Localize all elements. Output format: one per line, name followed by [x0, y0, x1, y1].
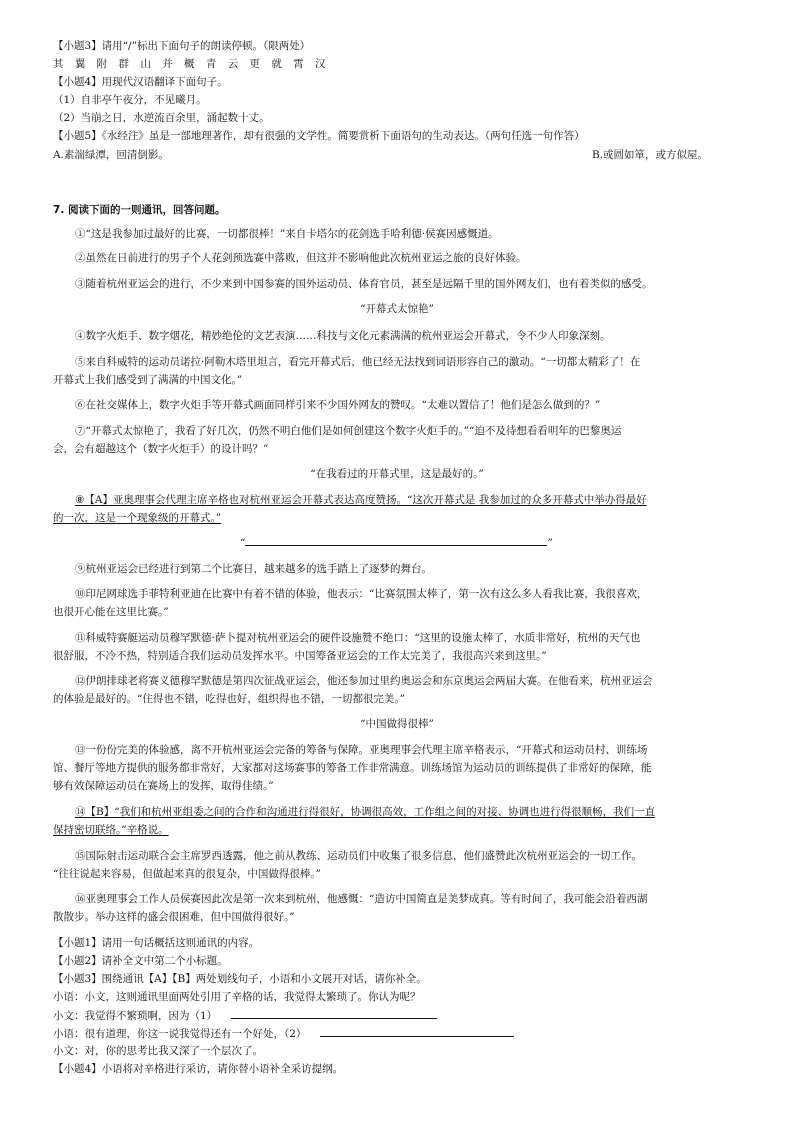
paragraph-14-line-1: ⑭【B】“我们和杭州亚组委之间的合作和沟通进行得很好，协调很高效，工作组之间的对接、协调也进行得很顺畅，我们一直: [75, 806, 656, 818]
paragraph-8-line-1: ⑧【A】亚奥理事会代理主席辛格也对杭州亚运会开幕式表达高度赞扬。“这次开幕式是 我参加过的众多开幕式中举办得最好: [75, 494, 647, 506]
paragraph-16-line-1: ⑯亚奥理事会工作人员侯赛因此次是第一次来到杭州，他感慨：“造访中国简直是美梦成真。等有时间了，我可能会沿着西湖: [75, 893, 648, 905]
paragraph-7-line-1: ⑦“开幕式太惊艳了，我看了好几次，仍然不明白他们是如何创建这个数字火炬手的。”“迫不及待想看看明年的巴黎奥运: [75, 425, 622, 437]
dialogue-line-2-text: 小文：我觉得不繁琐啊，因为（1）: [53, 1010, 218, 1022]
paragraph-7-line-2: 会，会有超越这个（数字火炬手）的设计吗？”: [53, 443, 269, 455]
question-2: 【小题2】请补全文中第二个小标题。: [53, 955, 228, 967]
paragraph-14-line-2: 保持密切联络。”辛格说。: [53, 824, 169, 836]
center-quote: “在我看过的开幕式里，这是最好的。”: [310, 468, 484, 480]
paragraph-5-line-2: 开幕式上我们感受到了满满的中国文化。”: [53, 374, 243, 386]
paragraph-11-line-2: 很舒服，不冷不热，特别适合我们运动员发挥水平。中国筹备亚运会的工作太完美了，我很高兴来到这里。”: [53, 650, 547, 662]
prev-q4-2: （2）当崩之日，水逆流百余里，涌起数十丈。: [53, 112, 270, 124]
prev-q3-sentence: 其 翼 附 群 山 并 概 青 云 更 就 霄 汉: [53, 58, 330, 70]
prev-q4-1: （1）自非亭午夜分，不见曦月。: [53, 94, 207, 106]
paragraph-12-line-1: ⑫伊朗排球老将赛义德穆罕默德是第四次征战亚运会，他还参加过里约奥运会和东京奥运会两届大赛。在他看来，杭州亚运会: [75, 675, 653, 687]
paragraph-16-line-2: 散散步。举办这样的盛会很困难，但中国做得很好。”: [53, 911, 295, 923]
dialogue-line-4: 小文：对，你的思考比我又深了一个层次了。: [53, 1045, 263, 1057]
blank-open-quote: “: [240, 537, 246, 549]
prev-q5-b: B.或圆如箪，或方似屋。: [592, 149, 709, 161]
question-1: 【小题1】请用一句话概括这则通讯的内容。: [53, 937, 260, 949]
dialogue-line-2: [53, 1008, 437, 1023]
paragraph-12-line-2: 的体验是最好的。“住得也不错，吃得也好，组织得也不错，一切都很完美。”: [53, 693, 405, 705]
paragraph-1: ①“这是我参加过最好的比赛，一切都很棒！”来自卡塔尔的花剑选手哈利德·侯赛因感慨道。: [75, 228, 499, 240]
paragraph-13-line-2: 馆、餐厅等地方提供的服务都非常好，大家都对这场赛事的筹备工作非常满意。训练场馆为运动员的训练提供了非常好的保障，能: [53, 762, 652, 774]
subtitle-2: “中国做得很棒”: [360, 718, 434, 730]
paragraph-13-line-1: ⑬一份份完美的体验感，离不开杭州亚运会完备的筹备与保障。亚奥理事会代理主席辛格表示，“开幕式和运动员村、训练场: [75, 744, 648, 756]
paragraph-9: ⑨杭州亚运会已经进行到第二个比赛日，越来越多的选手踏上了逐梦的舞台。: [75, 563, 432, 575]
blank-close-quote: ”: [547, 537, 553, 549]
answer-blank[interactable]: [245, 535, 547, 546]
question-4: 【小题4】小语将对辛格进行采访，请你替小语补全采访提纲。: [53, 1063, 344, 1075]
paragraph-2: ②虽然在日前进行的男子个人花剑预选赛中落败，但这并不影响他此次杭州亚运之旅的良好体验。: [75, 252, 527, 264]
paragraph-5-line-1: ⑤来自科威特的运动员诺拉·阿勒木塔里坦言，看完开幕式后，他已经无法找到词语形容自己的激动。“一切都太精彩了！在: [75, 356, 641, 368]
paragraph-6: ⑥在社交媒体上，数字火炬手等开幕式画面同样引来不少国外网友的赞叹。“太难以置信了！他们是怎么做到的？”: [75, 399, 601, 411]
paragraph-15-line-1: ⑮国际射击运动联合会主席罗西透露，他之前从教练、运动员们中收集了很多信息，他们盛赞此次杭州亚运会的一切工作。: [75, 850, 642, 862]
prev-q5: 【小题5】《水经注》虽是一部地理著作，却有很强的文学性。简要赏析下面语句的生动表达。（两句任选一句作答）: [53, 130, 585, 142]
dialogue-line-1: 小语：小文，这则通讯里面两处引用了辛格的话，我觉得太繁琐了。你认为呢？: [53, 991, 421, 1003]
section-heading: 7. 阅读下面的一则通讯，回答问题。: [53, 204, 226, 216]
paragraph-15-line-2: “往往说起来容易，但做起来真的很复杂，中国做得很棒。”: [53, 868, 321, 880]
paragraph-11-line-1: ⑪科威特赛艇运动员穆罕默德·萨卜提对杭州亚运会的硬件设施赞不绝口：“这里的设施太棒了，水质非常好，杭州的天气也: [75, 632, 641, 644]
paragraph-4: ④数字火炬手、数字烟花，精妙绝伦的文艺表演……科技与文化元素满满的杭州亚运会开幕式，令不少人印象深刻。: [75, 330, 611, 342]
answer-blank-2[interactable]: [320, 1026, 514, 1037]
paragraph-10-line-1: ⑩印尼网球选手菲特利亚迪在比赛中有着不错的体验，他表示：“比赛氛围太棒了，第一次有这么多人看我比赛，我很喜欢，: [75, 588, 648, 600]
question-3: 【小题3】围绕通讯【A】【B】两处划线句子，小语和小文展开对话，请你补全。: [53, 973, 427, 985]
subtitle-1: “开幕式太惊艳”: [360, 303, 434, 315]
prev-q3: 【小题3】请用“/”标出下面句子的朗读停顿。（限两处）: [53, 40, 311, 52]
dialogue-line-3-text: 小语：很有道理，你这一说我觉得还有一个好处，（2）: [53, 1028, 307, 1040]
subtitle-2-blank[interactable]: [240, 535, 553, 550]
paragraph-3: ③随着杭州亚运会的进行，不少来到中国参赛的国外运动员、体育官员，甚至是远隔千里的国外网友们，也有着类似的感受。: [75, 278, 653, 290]
paragraph-13-line-3: 够有效保障运动员在赛场上的发挥，取得佳绩。”: [53, 780, 274, 792]
answer-blank-1[interactable]: [231, 1008, 437, 1019]
prev-q4: 【小题4】用现代汉语翻译下面句子。: [53, 76, 228, 88]
paragraph-10-line-2: 也很开心能在这里比赛。”: [53, 606, 169, 618]
dialogue-line-3: [53, 1026, 514, 1041]
paragraph-8-line-2: 的一次，这是一个现象级的开幕式。”: [53, 512, 222, 524]
prev-q5-a: A.素湍绿潭，回清倒影。: [53, 149, 169, 161]
